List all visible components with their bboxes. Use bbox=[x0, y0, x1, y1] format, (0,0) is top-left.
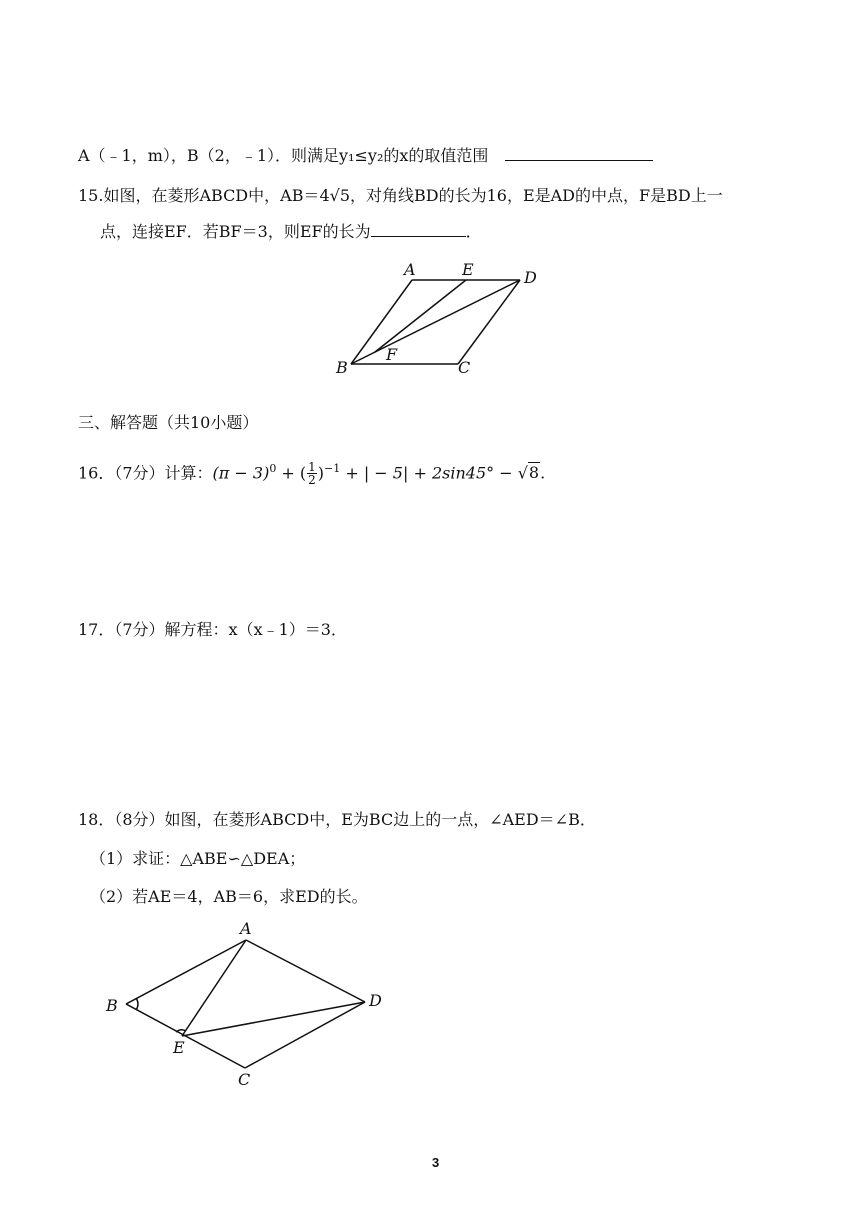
q16-line: 16．（7分）计算：$(\pi - 3)^0$ + ( $\frac{1}{2}$ )$^{-1}$ + | − 5| + 2sin45° − √8. bbox=[78, 460, 546, 488]
q15-text2: 点，连接EF．若BF＝3，则EF的长为 bbox=[100, 222, 371, 241]
q18-line1: 18．（8分）如图，在菱形ABCD中，E为BC边上的一点，∠AED＝∠B． bbox=[78, 810, 596, 829]
q15-label-a: A bbox=[404, 260, 416, 279]
q18-label-a: A bbox=[240, 919, 252, 938]
q15-number: 15. bbox=[78, 186, 104, 205]
q16-frac-num: 1 bbox=[308, 460, 316, 475]
q15-label-b: B bbox=[336, 358, 348, 377]
q16-part3: + | − 5| + 2sin45° − bbox=[340, 463, 518, 483]
page-number: 3 bbox=[432, 1155, 440, 1170]
q15-text1: 如图，在菱形ABCD中，AB＝4√5，对角线BD的长为16，E是AD的中点，F是BD上一 bbox=[103, 186, 723, 205]
q14-point-a: A（﹣1，m）， bbox=[78, 146, 187, 165]
q15-label-d: D bbox=[524, 268, 537, 287]
q15-label-e: E bbox=[462, 260, 474, 279]
q18-label-d: D bbox=[369, 991, 382, 1010]
q18-line2: （1）求证：△ABE∽△DEA； bbox=[90, 849, 306, 868]
q18-line3: （2）若AE＝4，AB＝6，求ED的长。 bbox=[90, 887, 368, 906]
q14-point-b: B（2，﹣1）． bbox=[186, 146, 292, 165]
q16-plus1: + ( bbox=[276, 463, 307, 483]
q14-condition: 则满足y₁≤y₂的x的取值范围 bbox=[291, 146, 489, 165]
q17-line: 17．（7分）解方程：x（x﹣1）＝3． bbox=[78, 620, 347, 639]
q18-label-e: E bbox=[173, 1038, 185, 1057]
q15-label-c: C bbox=[458, 358, 471, 377]
q16-frac-den: 2 bbox=[308, 473, 316, 488]
q15-text2-end: ． bbox=[465, 222, 482, 241]
section-title: 三、解答题（共10小题） bbox=[78, 413, 259, 432]
q16-end: . bbox=[540, 463, 546, 483]
q16-sqrt8: 8 bbox=[528, 463, 540, 483]
q16-part1: (π − 3) bbox=[212, 463, 270, 483]
q16-prefix: 16．（7分）计算： bbox=[78, 463, 213, 483]
q18-label-b: B bbox=[106, 996, 118, 1015]
q16-exp0: 0 bbox=[269, 462, 277, 475]
q16-exp1: −1 bbox=[324, 462, 341, 475]
q16-part2: ) bbox=[317, 463, 325, 483]
q15-label-f: F bbox=[386, 345, 398, 364]
q18-label-c: C bbox=[238, 1070, 251, 1089]
